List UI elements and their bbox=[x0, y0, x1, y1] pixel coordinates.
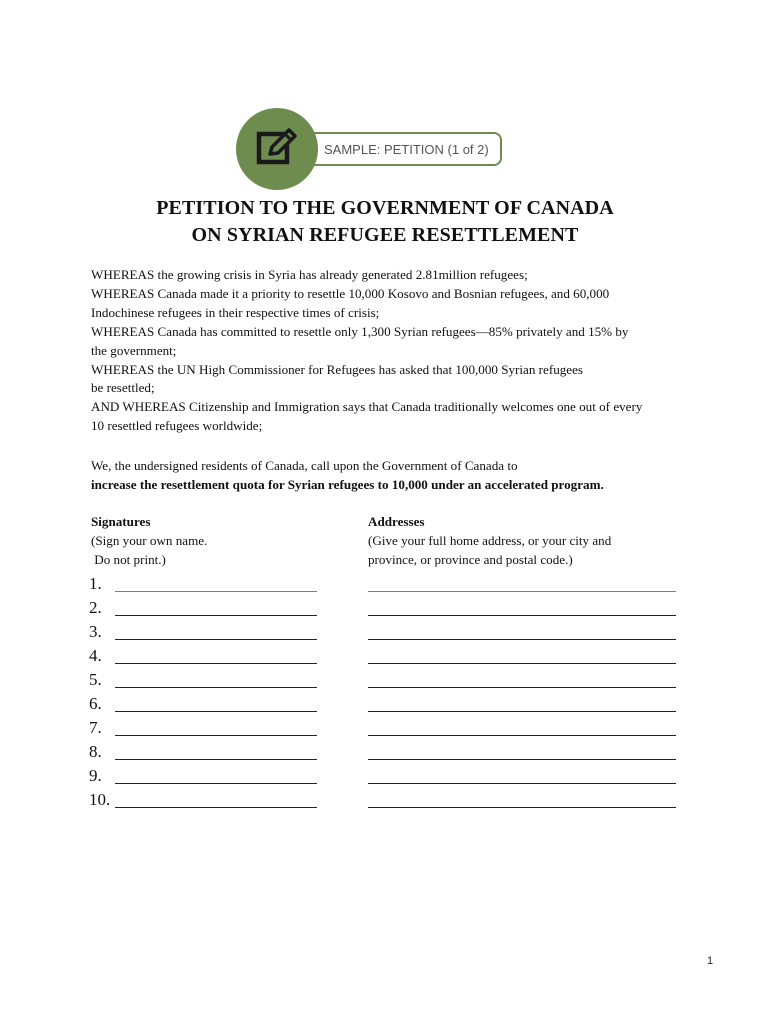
signature-row bbox=[89, 762, 689, 786]
signatures-note-1: (Sign your own name. bbox=[91, 533, 208, 548]
signature-row bbox=[89, 594, 689, 618]
row-number: 8. bbox=[89, 742, 102, 761]
row-number: 3. bbox=[89, 622, 102, 641]
row-number: 9. bbox=[89, 766, 102, 785]
signature-row bbox=[89, 786, 689, 810]
row-number: 2. bbox=[89, 598, 102, 617]
signature-field[interactable] bbox=[115, 615, 317, 616]
whereas-line: Indochinese refugees in their respective times of crisis; bbox=[91, 304, 380, 320]
petition-request bbox=[91, 456, 691, 494]
signature-field[interactable] bbox=[115, 663, 317, 664]
row-number: 6. bbox=[89, 694, 102, 713]
signature-field[interactable] bbox=[115, 687, 317, 688]
signature-row bbox=[89, 714, 689, 738]
whereas-line: be resettled; bbox=[91, 380, 155, 396]
request-intro: We, the undersigned residents of Canada, call upon the Government of Canada to bbox=[91, 458, 518, 473]
whereas-line: the government; bbox=[91, 342, 177, 358]
signatures-note-2: Do not print.) bbox=[91, 552, 166, 567]
row-number: 1. bbox=[89, 574, 102, 593]
edit-icon bbox=[256, 126, 298, 168]
addresses-header bbox=[368, 512, 611, 569]
signature-row bbox=[89, 570, 689, 594]
signature-row bbox=[89, 642, 689, 666]
row-number: 4. bbox=[89, 646, 102, 665]
badge-circle bbox=[236, 108, 318, 190]
address-field[interactable] bbox=[368, 591, 676, 592]
request-statement: increase the resettlement quota for Syrian refugees to 10,000 under an accelerated program. bbox=[91, 477, 604, 492]
address-field[interactable] bbox=[368, 615, 676, 616]
badge-label: SAMPLE: PETITION (1 of 2) bbox=[306, 132, 502, 166]
signature-field[interactable] bbox=[115, 759, 317, 760]
signature-field[interactable] bbox=[115, 639, 317, 640]
signature-row bbox=[89, 666, 689, 690]
whereas-line: WHEREAS Canada made it a priority to resettle 10,000 Kosovo and Bosnian refugees, and 60,000 bbox=[91, 285, 610, 301]
signature-field[interactable] bbox=[115, 591, 317, 592]
sample-badge bbox=[236, 108, 506, 190]
petition-title-line1: PETITION TO THE GOVERNMENT OF CANADA bbox=[156, 197, 614, 219]
petition-title-line2: ON SYRIAN REFUGEE RESETTLEMENT bbox=[191, 224, 579, 246]
whereas-line: 10 resettled refugees worldwide; bbox=[91, 418, 263, 434]
signature-field[interactable] bbox=[115, 711, 317, 712]
signatures-heading: Signatures bbox=[91, 514, 151, 529]
signature-row bbox=[89, 738, 689, 762]
address-field[interactable] bbox=[368, 639, 676, 640]
whereas-line: WHEREAS Canada has committed to resettle only 1,300 Syrian refugees—85% privately and 15% by bbox=[91, 323, 629, 339]
address-field[interactable] bbox=[368, 711, 676, 712]
whereas-line: WHEREAS the growing crisis in Syria has already generated 2.81million refugees; bbox=[91, 267, 528, 282]
address-field[interactable] bbox=[368, 783, 676, 784]
whereas-line: WHEREAS the UN High Commissioner for Refugees has asked that 100,000 Syrian refugees bbox=[91, 361, 584, 377]
address-field[interactable] bbox=[368, 687, 676, 688]
page-number: 1 bbox=[707, 955, 714, 967]
address-field[interactable] bbox=[368, 735, 676, 736]
whereas-clauses bbox=[91, 266, 691, 436]
whereas-line: AND WHEREAS Citizenship and Immigration says that Canada traditionally welcomes one out of every bbox=[91, 399, 643, 415]
addresses-note-2: province, or province and postal code.) bbox=[368, 552, 573, 567]
signature-field[interactable] bbox=[115, 735, 317, 736]
signature-row bbox=[89, 618, 689, 642]
address-field[interactable] bbox=[368, 663, 676, 664]
addresses-note-1: (Give your full home address, or your city and bbox=[368, 533, 612, 548]
row-number: 5. bbox=[89, 670, 102, 689]
addresses-heading: Addresses bbox=[368, 514, 425, 529]
signature-row bbox=[89, 690, 689, 714]
signature-field[interactable] bbox=[115, 807, 317, 808]
signatures-header bbox=[91, 512, 207, 569]
row-number: 10. bbox=[89, 790, 111, 809]
address-field[interactable] bbox=[368, 759, 676, 760]
row-number: 7. bbox=[89, 718, 102, 737]
signature-field[interactable] bbox=[115, 783, 317, 784]
address-field[interactable] bbox=[368, 807, 676, 808]
